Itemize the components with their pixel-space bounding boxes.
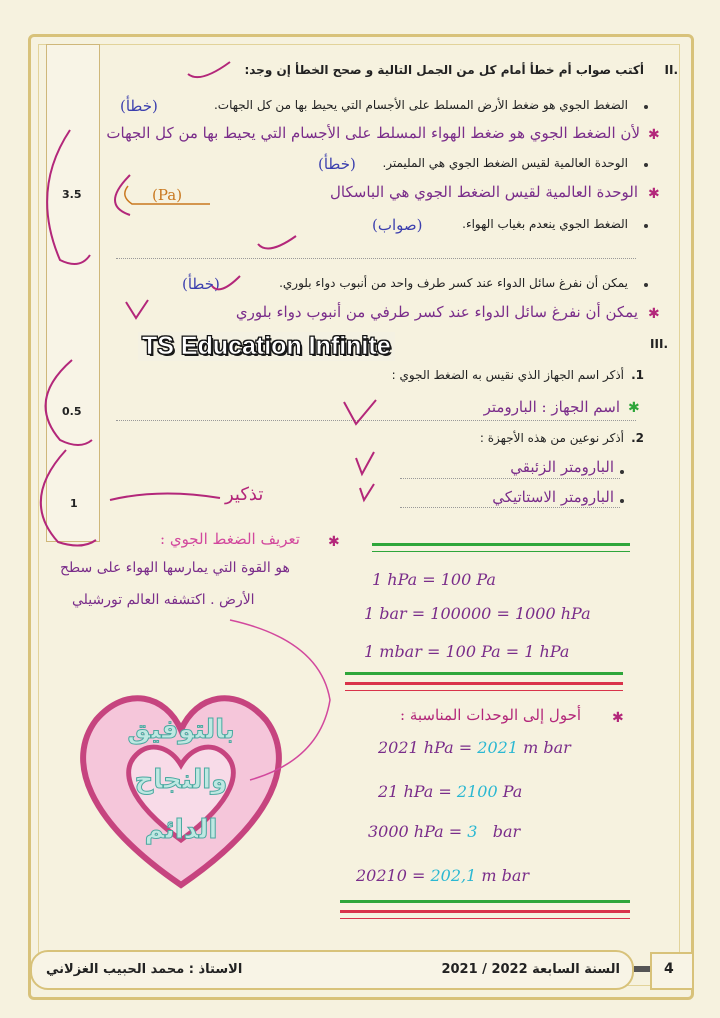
star-icon: ✱ (328, 534, 340, 550)
q1-number: 1. (631, 368, 644, 382)
stamp-line-3: الدائم (144, 815, 218, 845)
footer-teacher: الاستاذ : محمد الحبيب الغزلاني (46, 962, 243, 977)
score-section-2: 3.5 (62, 188, 82, 201)
section-2-number: .II (664, 63, 678, 77)
reminder-heading: تذكير (225, 484, 264, 505)
footer-year: السنة السابعة 2022 / 2021 (441, 962, 620, 977)
score-circle (47, 130, 90, 264)
conversion-row-4: 20210 = 202,1 m bar (356, 866, 530, 885)
q2-number: 2. (631, 431, 644, 445)
score-circle (41, 450, 96, 546)
answer-3: (صواب) (372, 216, 423, 234)
q2-answer-2: البارومتر الاستاتيكي (492, 488, 614, 506)
correction-1: لأن الضغط الجوي هو ضغط الهواء المسلط على الأجسام التي يحيط بها من كل الجهات (106, 124, 640, 142)
reminder-subheading: تعريف الضغط الجوي : (160, 530, 300, 548)
page-number: 4 (664, 961, 674, 977)
answer-2: (خطأ) (318, 155, 356, 173)
check-icon (360, 484, 374, 500)
reminder-line-1: هو القوة التي يمارسها الهواء على سطح (60, 560, 290, 576)
bracket-mark (125, 186, 210, 204)
section-2-instruction: أكتب صواب أم خطأ أمام كل من الجمل التالية و صحح الخطأ إن وجد: (244, 63, 644, 77)
correction-2: الوحدة العالمية لقيس الضغط الجوي هي الباسكال (330, 183, 638, 201)
q2-answer-1: البارومتر الزئبقي (510, 458, 614, 476)
star-icon: ✱ (648, 186, 660, 202)
q2-text: أذكر نوعين من هذه الأجهزة : (479, 431, 624, 445)
check-icon (258, 236, 296, 249)
score-circle (46, 360, 92, 445)
score-q2: 1 (70, 497, 78, 510)
section-3-number: .III (650, 337, 668, 351)
statement-4: يمكن أن نفرغ سائل الدواء عند كسر طرف واحد من أنبوب دواء بلوري. (279, 276, 628, 290)
watermark: TS Education Infinite (138, 332, 395, 361)
equation-1: 1 hPa = 100 Pa (372, 570, 496, 589)
equation-3: 1 mbar = 100 Pa = 1 hPa (364, 642, 570, 661)
q1-answer: اسم الجهاز : البارومتر (483, 398, 620, 416)
check-icon (126, 300, 148, 318)
correction-4: يمكن أن نفرغ سائل الدواء عند كسر طرفي من أنبوب دواء بلوري (235, 303, 638, 321)
check-icon (212, 276, 240, 289)
underline-mark (110, 493, 220, 500)
star-icon: ✱ (612, 710, 624, 726)
conversion-row-2: 21 hPa = 2100 Pa (378, 782, 523, 801)
conversion-row-1: 2021 hPa = 2021 m bar (378, 738, 571, 757)
loop-mark (230, 620, 330, 780)
check-icon (188, 62, 230, 77)
stamp-line-2: والنجاح (134, 765, 228, 795)
reminder-line-2: الأرض . اكتشفه العالم تورشيلي (72, 592, 255, 608)
star-icon: ✱ (648, 127, 660, 143)
correction-2-symbol: (Pa) (152, 186, 183, 204)
star-icon: ✱ (628, 400, 640, 416)
answer-1: (خطأ) (120, 97, 158, 115)
statement-3: الضغط الجوي ينعدم بغياب الهواء. (462, 217, 628, 231)
score-q1: 0.5 (62, 405, 82, 418)
conversion-row-3: 3000 hPa = 3 bar (368, 822, 521, 841)
statement-2: الوحدة العالمية لقيس الضغط الجوي هي المليمتر. (382, 156, 628, 170)
star-icon: ✱ (648, 306, 660, 322)
check-icon (115, 175, 130, 215)
check-icon (344, 400, 376, 424)
q1-text: أذكر اسم الجهاز الذي نقيس به الضغط الجوي : (391, 368, 624, 382)
footer-marker (634, 966, 650, 972)
statement-1: الضغط الجوي هو ضغط الأرض المسلط على الأجسام التي يحيط بها من كل الجهات. (213, 98, 628, 112)
conversion-heading: أحول إلى الوحدات المناسبة : (400, 706, 582, 724)
check-icon (356, 452, 374, 474)
answer-4: (خطأ) (182, 275, 220, 293)
stamp-line-1: بالتوفيق (127, 715, 235, 745)
equation-2: 1 bar = 100000 = 1000 hPa (364, 604, 591, 623)
